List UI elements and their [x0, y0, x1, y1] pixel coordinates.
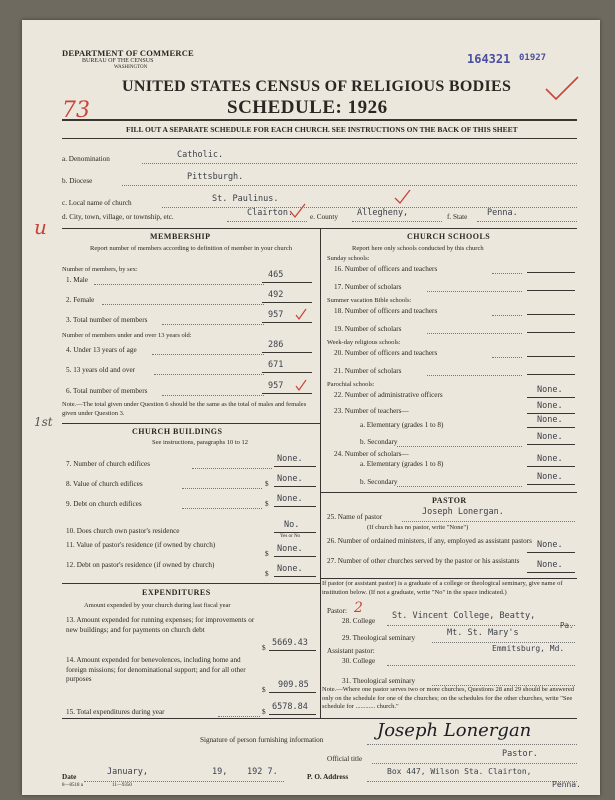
q22-value: None. — [537, 385, 563, 395]
city-value: Clairton. — [247, 208, 294, 218]
q1-label: 1. Male — [66, 276, 88, 284]
q25-label: 25. Name of pastor — [327, 513, 383, 521]
q13-label: 13. Amount expended for running expenses; for improvements or new buildings; and for payments on church debt — [66, 616, 255, 634]
handwritten-mark: 2 — [354, 600, 363, 616]
signature: Joseph Lonergan — [377, 720, 532, 741]
assistant-place: Emmitsburg, Md. — [492, 644, 565, 653]
sunday-schools-label: Sunday schools: — [327, 255, 370, 262]
parochial-schools-label: Parochial schools: — [327, 381, 375, 388]
red-check-mark-icon — [287, 202, 307, 220]
official-title-label: Official title — [327, 755, 363, 763]
schedule-title: SCHEDULE: 1926 — [227, 97, 388, 118]
church-name-label: c. Local name of church — [62, 199, 132, 207]
buildings-title: CHURCH BUILDINGS — [132, 427, 223, 436]
weekday-schools-label: Week-day religious schools: — [327, 339, 401, 346]
red-check-mark-icon — [542, 75, 582, 105]
q27-value: None. — [537, 560, 563, 570]
census-schedule-page — [22, 20, 600, 795]
q15-label: 15. Total expenditures during year — [66, 708, 165, 716]
members-by-sex-label: Number of members, by sex: — [62, 266, 138, 273]
q25-hint: (If church has no pastor, write "None") — [367, 524, 469, 531]
q15-value: 6578.84 — [272, 702, 308, 712]
q4-value: 286 — [268, 340, 284, 350]
membership-intro: Report number of members according to definition of member in your church — [90, 245, 292, 252]
yes-no-hint: Yes or No — [280, 534, 301, 539]
fill-out-instruction: FILL OUT A SEPARATE SCHEDULE FOR EACH CHURCH. SEE INSTRUCTIONS ON THE BACK OF THIS SHEET — [126, 125, 518, 134]
q23-value: None. — [537, 401, 563, 411]
q10-label: 10. Does church own pastor's residence — [66, 527, 180, 535]
schools-intro: Report here only schools conducted by this church — [352, 245, 484, 252]
q5-label: 5. 13 years old and over — [66, 366, 136, 374]
stamp-suffix: 01927 — [519, 53, 547, 63]
pastor-title: PASTOR — [432, 496, 467, 505]
city-label: d. City, town, village, or township, etc. — [62, 213, 174, 221]
dollar-sign: $ — [262, 686, 266, 694]
q9-value: None. — [277, 494, 303, 504]
q18-label: 18. Number of officers and teachers — [334, 307, 438, 315]
form-code-2: 11—9350 — [112, 783, 132, 788]
date-label: Date — [62, 773, 77, 781]
q25-value: Joseph Lonergan. — [422, 507, 504, 517]
q1-value: 465 — [268, 270, 284, 280]
denomination-label: a. Denomination — [62, 155, 110, 163]
department-name: DEPARTMENT OF COMMERCE — [62, 48, 194, 58]
red-check-mark-icon — [392, 188, 412, 206]
q2-label: 2. Female — [66, 296, 95, 304]
dollar-sign: $ — [265, 550, 269, 558]
q23a-label: a. Elementary (grades 1 to 8) — [360, 421, 444, 429]
signature-label: Signature of person furnishing information — [200, 736, 324, 744]
diocese-value: Pittsburgh. — [187, 172, 244, 182]
q10-value: No. — [284, 520, 300, 530]
q3-value: 957 — [268, 310, 284, 320]
dollar-sign: $ — [262, 644, 266, 652]
q7-value: None. — [277, 454, 303, 464]
handwritten-mark: 1st — [34, 415, 53, 429]
schools-title: CHURCH SCHOOLS — [407, 232, 491, 241]
city-name: WASHINGTON — [114, 65, 148, 70]
q11-value: None. — [277, 544, 303, 554]
q2-value: 492 — [268, 290, 284, 300]
county-label: e. County — [310, 213, 338, 221]
q22-label: 22. Number of administrative officers — [334, 391, 443, 399]
po-address-value: Box 447, Wilson Sta. Clairton, — [387, 767, 532, 776]
q30-label: 30. College — [342, 657, 376, 665]
q14-label: 14. Amount expended for benevolences, including home and foreign missions; for denominational support; and for all other purposes — [66, 656, 246, 683]
po-address-state: Penna. — [552, 780, 581, 789]
q24a-label: a. Elementary (grades 1 to 8) — [360, 460, 444, 468]
pastor-note: Note.—Where one pastor serves two or more churches, Questions 28 and 29 should be answered only on the schedule for one of the churches; on the schedules for the other churches, write "See schedule for ............ church." — [322, 686, 574, 710]
state-label: f. State — [447, 213, 468, 221]
dollar-sign: $ — [265, 570, 269, 578]
q29-value: Mt. St. Mary's — [447, 628, 519, 638]
q23b-label: b. Secondary — [360, 438, 398, 446]
q3-label: 3. Total number of members — [66, 316, 148, 324]
q26-value: None. — [537, 540, 563, 550]
po-address-label: P. O. Address — [307, 773, 349, 781]
handwritten-number: 73 — [62, 98, 90, 123]
q28-label: 28. College — [342, 617, 376, 625]
q28-state: Pa. — [560, 621, 574, 630]
q14-value: 909.85 — [278, 680, 309, 690]
state-value: Penna. — [487, 208, 518, 218]
q21-label: 21. Number of scholars — [334, 367, 402, 375]
q23b-value: None. — [537, 432, 563, 442]
q9-label: 9. Debt on church edifices — [66, 500, 142, 508]
form-title: UNITED STATES CENSUS OF RELIGIOUS BODIES — [122, 78, 512, 95]
q13-value: 5669.43 — [272, 638, 308, 648]
q12-value: None. — [277, 564, 303, 574]
red-check-mark-icon — [294, 308, 308, 322]
official-title-value: Pastor. — [502, 749, 538, 759]
stamp-number: 164321 — [467, 52, 511, 66]
diocese-label: b. Diocese — [62, 177, 93, 185]
q6-value: 957 — [268, 381, 284, 391]
church-name-value: St. Paulinus. — [212, 194, 279, 204]
q31-label: 31. Theological seminary — [342, 677, 416, 685]
form-code: 8—8518 a — [62, 783, 83, 788]
q26-label: 26. Number of ordained ministers, if any, employed as assistant pastors — [327, 537, 532, 545]
buildings-subtitle: See instructions, paragraphs 10 to 12 — [152, 439, 249, 446]
q23-label: 23. Number of teachers— — [334, 407, 409, 415]
membership-title: MEMBERSHIP — [150, 232, 211, 241]
q8-label: 8. Value of church edifices — [66, 480, 143, 488]
assistant-pastor-label: Assistant pastor: — [327, 647, 375, 655]
summer-schools-label: Summer vacation Bible schools: — [327, 297, 412, 304]
dollar-sign: $ — [262, 708, 266, 716]
q4-label: 4. Under 13 years of age — [66, 346, 137, 354]
q12-label: 12. Debt on pastor's residence (if owned by church) — [66, 561, 215, 569]
date-day: 19, — [212, 767, 228, 777]
q28-value: St. Vincent College, Beatty, — [392, 611, 536, 621]
expenditures-subtitle: Amount expended by your church during last fiscal year — [84, 602, 231, 609]
graduate-note: If pastor (or assistant pastor) is a graduate of a college or theological seminary, give name of institution below. (If not a graduate, write "No" in the space indicated.) — [322, 580, 563, 596]
date-year: 192 7. — [247, 767, 278, 777]
q24b-value: None. — [537, 472, 563, 482]
q16-label: 16. Number of officers and teachers — [334, 265, 438, 273]
q6-label: 6. Total number of members — [66, 387, 148, 395]
q24a-value: None. — [537, 454, 563, 464]
bureau-name: BUREAU OF THE CENSUS — [82, 58, 154, 64]
county-value: Allegheny, — [357, 208, 409, 218]
expenditures-title: EXPENDITURES — [142, 588, 211, 597]
denomination-value: Catholic. — [177, 150, 224, 160]
dollar-sign: $ — [265, 500, 269, 508]
q29-label: 29. Theological seminary — [342, 634, 416, 642]
q11-label: 11. Value of pastor's residence (if owned by church) — [66, 541, 216, 549]
pastor-sub-label: Pastor: — [327, 607, 347, 615]
q8-value: None. — [277, 474, 303, 484]
q7-label: 7. Number of church edifices — [66, 460, 151, 468]
age-intro-label: Number of members under and over 13 years old: — [62, 332, 192, 339]
q5-value: 671 — [268, 360, 284, 370]
q17-label: 17. Number of scholars — [334, 283, 402, 291]
q24-label: 24. Number of scholars— — [334, 450, 409, 458]
membership-note: Note.—The total given under Question 6 should be the same as the total of males and females given under Question 3. — [62, 401, 307, 417]
date-month: January, — [107, 767, 148, 777]
red-check-mark-icon — [294, 379, 308, 393]
dollar-sign: $ — [265, 480, 269, 488]
q24b-label: b. Secondary — [360, 478, 398, 486]
q27-label: 27. Number of other churches served by the pastor or his assistants — [327, 557, 520, 565]
handwritten-mark: u — [34, 215, 47, 239]
q19-label: 19. Number of scholars — [334, 325, 402, 333]
q20-label: 20. Number of officers and teachers — [334, 349, 438, 357]
q23a-value: None. — [537, 415, 563, 425]
